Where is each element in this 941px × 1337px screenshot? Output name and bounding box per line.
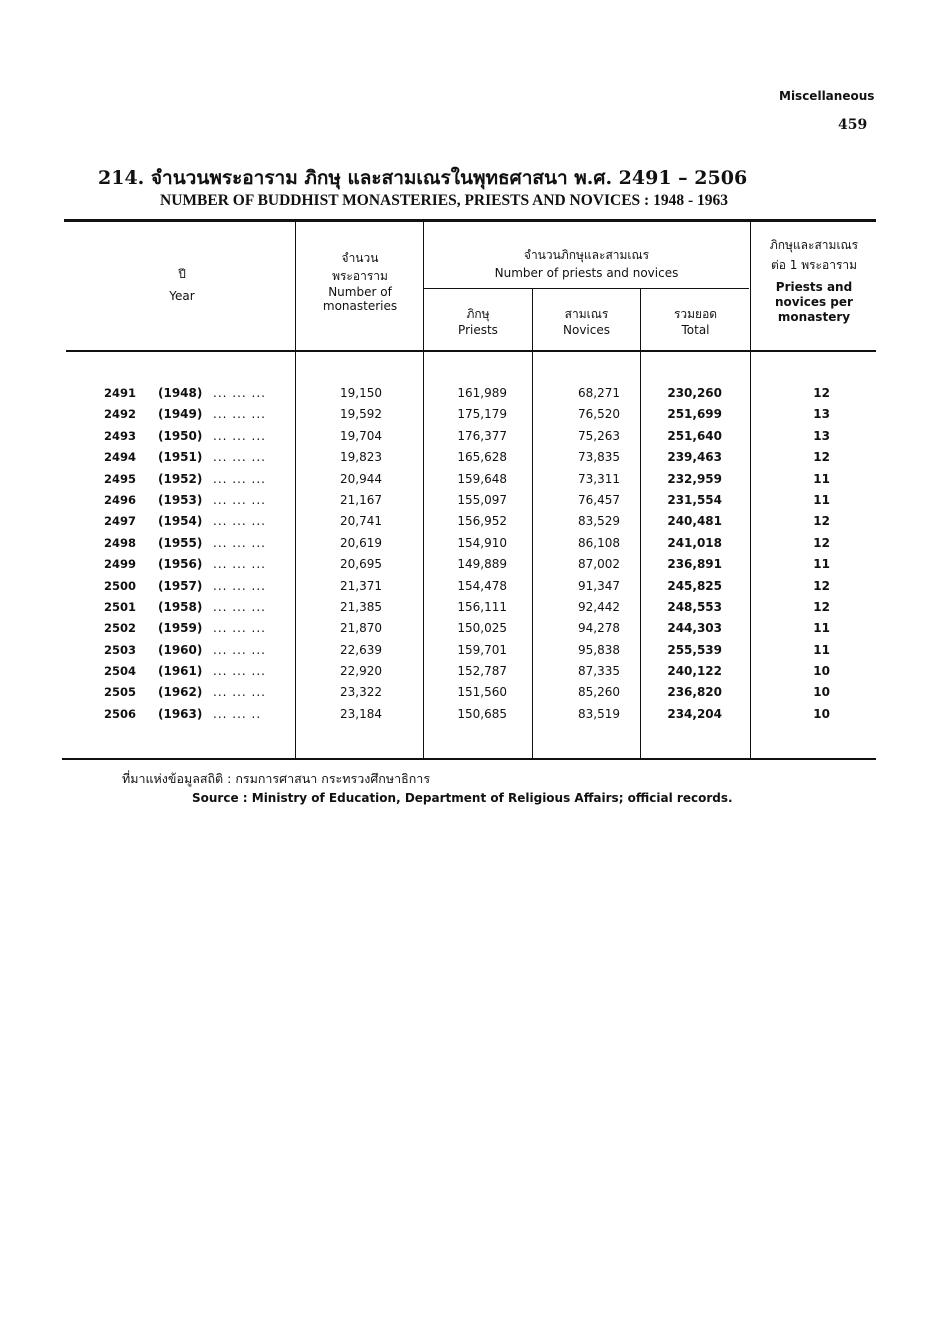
priests-cell: 156,111 [457,599,507,614]
leader-dots: ... ... ... [213,535,266,550]
priests-cell: 165,628 [457,450,507,465]
leader-dots: ... ... ... [213,450,266,465]
total-cell: 232,959 [667,471,722,486]
header-group-english: Number of priests and novices [494,266,679,280]
total-cell: 245,825 [667,578,722,593]
year-be-cell: 2504 [104,664,137,679]
priests-cell: 155,097 [457,492,507,507]
novices-cell: 73,835 [578,450,620,465]
header-monasteries-english: monasteries [322,299,398,313]
novices-cell: 83,529 [578,514,620,529]
monasteries-cell: 19,823 [340,450,382,465]
header-novices-thai: สามเณร [564,307,609,321]
header-priests-english: Priests [458,323,498,337]
year-ad-cell: (1951) [158,450,203,465]
total-cell: 236,820 [667,685,722,700]
year-be-cell: 2492 [104,407,137,422]
header-per-english: novices per [775,295,853,309]
novices-cell: 85,260 [578,685,620,700]
total-cell: 251,640 [667,428,722,443]
novices-cell: 87,335 [578,664,620,679]
table-row [0,707,941,728]
table-row [0,386,941,407]
leader-dots: ... ... ... [213,621,266,636]
per-monastery-cell: 12 [813,514,830,529]
table-row [0,621,941,642]
novices-cell: 76,520 [578,407,620,422]
monasteries-cell: 23,322 [340,685,382,700]
year-ad-cell: (1959) [158,621,203,636]
year-ad-cell: (1958) [158,599,203,614]
monasteries-cell: 22,639 [340,642,382,657]
header-per-english: Priests and [775,280,853,294]
total-cell: 231,554 [667,492,722,507]
table-title-english: NUMBER OF BUDDHIST MONASTERIES, PRIESTS AND NOVICES : 1948 - 1963 [160,192,728,209]
priests-cell: 150,025 [457,621,507,636]
table-row [0,429,941,450]
header-group [425,247,748,281]
year-be-cell: 2506 [104,706,137,721]
monasteries-cell: 21,167 [340,492,382,507]
leader-dots: ... ... ... [213,664,266,679]
total-cell: 240,122 [667,664,722,679]
novices-cell: 92,442 [578,599,620,614]
page-number: 459 [838,117,868,133]
priests-cell: 175,179 [457,407,507,422]
priests-cell: 176,377 [457,428,507,443]
leader-dots: ... ... ... [213,642,266,657]
total-cell: 230,260 [667,386,722,400]
per-monastery-cell: 12 [813,450,830,465]
header-priests-thai: ภิกษุ [466,307,490,321]
per-monastery-cell: 13 [813,407,830,422]
table-row [0,685,941,706]
year-be-cell: 2495 [104,471,137,486]
table-row [0,643,941,664]
year-ad-cell: (1949) [158,407,203,422]
table-row [0,579,941,600]
table-row [0,664,941,685]
year-ad-cell: (1954) [158,514,203,529]
year-be-cell: 2494 [104,450,137,465]
leader-dots: ... ... ... [213,599,266,614]
year-be-cell: 2491 [104,386,137,400]
header-novices [534,306,639,338]
year-be-cell: 2497 [104,514,137,529]
header-monasteries-english: Number of [328,285,392,299]
priests-cell: 152,787 [457,664,507,679]
per-monastery-cell: 11 [813,621,830,636]
per-monastery-cell: 12 [813,535,830,550]
leader-dots: ... ... ... [213,514,266,529]
header-per-monastery [752,237,876,325]
total-cell: 255,539 [667,642,722,657]
year-ad-cell: (1962) [158,685,203,700]
per-monastery-cell: 12 [813,599,830,614]
year-be-cell: 2498 [104,535,137,550]
total-cell: 244,303 [667,621,722,636]
year-be-cell: 2505 [104,685,137,700]
monasteries-cell: 21,385 [340,599,382,614]
year-ad-cell: (1952) [158,471,203,486]
table-title-thai: 214. จำนวนพระอาราม ภิกษุ และสามเณรในพุทธศาสนา พ.ศ. 2491 – 2506 [98,167,748,189]
year-ad-cell: (1963) [158,706,203,721]
year-ad-cell: (1953) [158,492,203,507]
year-be-cell: 2503 [104,642,137,657]
monasteries-cell: 19,704 [340,428,382,443]
monasteries-cell: 20,695 [340,557,382,572]
total-cell: 251,699 [667,407,722,422]
priests-cell: 154,910 [457,535,507,550]
table-row [0,493,941,514]
priests-cell: 150,685 [457,706,507,721]
per-monastery-cell: 10 [813,706,830,721]
total-cell: 248,553 [667,599,722,614]
per-monastery-cell: 11 [813,492,830,507]
year-be-cell: 2496 [104,492,137,507]
monasteries-cell: 20,944 [340,471,382,486]
header-total-english: Total [681,323,710,337]
leader-dots: ... ... ... [213,685,266,700]
total-cell: 234,204 [667,706,722,721]
novices-cell: 76,457 [578,492,620,507]
per-monastery-cell: 13 [813,428,830,443]
monasteries-cell: 23,184 [340,706,382,721]
header-per-english: monastery [777,310,851,324]
monasteries-cell: 20,619 [340,535,382,550]
table-row [0,514,941,535]
header-priests [425,306,531,338]
year-be-cell: 2499 [104,557,137,572]
year-ad-cell: (1948) [158,386,203,400]
year-ad-cell: (1956) [158,557,203,572]
novices-cell: 94,278 [578,621,620,636]
per-monastery-cell: 11 [813,557,830,572]
table-row [0,472,941,493]
header-monasteries-thai: จำนวน [341,251,379,265]
year-ad-cell: (1961) [158,664,203,679]
table-top-rule [64,219,876,222]
header-bottom-rule [66,350,876,352]
table-row [0,557,941,578]
priests-cell: 161,989 [457,386,507,400]
monasteries-cell: 20,741 [340,514,382,529]
table-body [0,386,941,728]
leader-dots: ... ... ... [213,428,266,443]
novices-cell: 95,838 [578,642,620,657]
header-group-thai: จำนวนภิกษุและสามเณร [523,248,650,262]
header-monasteries [300,250,420,314]
leader-dots: ... ... ... [213,471,266,486]
leader-dots: ... ... ... [213,557,266,572]
year-ad-cell: (1955) [158,535,203,550]
table-bottom-rule [62,758,876,760]
total-cell: 236,891 [667,557,722,572]
table-row [0,536,941,557]
year-be-cell: 2500 [104,578,137,593]
monasteries-cell: 21,870 [340,621,382,636]
total-cell: 241,018 [667,535,722,550]
novices-cell: 83,519 [578,706,620,721]
per-monastery-cell: 12 [813,386,830,400]
table-row [0,450,941,471]
novices-cell: 68,271 [578,386,620,400]
priests-cell: 156,952 [457,514,507,529]
source-thai: ที่มาแห่งข้อมูลสถิติ : กรมการศาสนา กระทรวงศึกษาธิการ [122,771,431,786]
per-monastery-cell: 10 [813,664,830,679]
table-row [0,407,941,428]
group-header-rule [424,288,749,289]
novices-cell: 86,108 [578,535,620,550]
source-english: Source : Ministry of Education, Department of Religious Affairs; official records. [192,791,733,805]
header-year-english: Year [169,289,195,303]
leader-dots: ... ... ... [213,492,266,507]
header-per-thai: ต่อ 1 พระอาราม [770,258,858,272]
header-novices-english: Novices [563,323,610,337]
priests-cell: 159,648 [457,471,507,486]
leader-dots: ... ... ... [213,407,266,422]
leader-dots: ... ... .. [213,706,262,721]
header-per-thai: ภิกษุและสามเณร [769,238,859,252]
novices-cell: 87,002 [578,557,620,572]
priests-cell: 151,560 [457,685,507,700]
header-year [140,266,224,304]
leader-dots: ... ... ... [213,578,266,593]
total-cell: 240,481 [667,514,722,529]
monasteries-cell: 22,920 [340,664,382,679]
per-monastery-cell: 10 [813,685,830,700]
leader-dots: ... ... ... [213,386,266,400]
novices-cell: 75,263 [578,428,620,443]
priests-cell: 149,889 [457,557,507,572]
header-total-thai: รวมยอด [673,307,718,321]
section-label: Miscellaneous [779,89,875,103]
year-ad-cell: (1950) [158,428,203,443]
year-be-cell: 2493 [104,428,137,443]
header-year-thai: ปี [178,267,186,281]
novices-cell: 73,311 [578,471,620,486]
monasteries-cell: 21,371 [340,578,382,593]
year-be-cell: 2502 [104,621,137,636]
year-ad-cell: (1960) [158,642,203,657]
novices-cell: 91,347 [578,578,620,593]
header-total [642,306,749,338]
year-be-cell: 2501 [104,599,137,614]
table-row [0,600,941,621]
total-cell: 239,463 [667,450,722,465]
priests-cell: 159,701 [457,642,507,657]
per-monastery-cell: 11 [813,471,830,486]
per-monastery-cell: 12 [813,578,830,593]
monasteries-cell: 19,592 [340,407,382,422]
year-ad-cell: (1957) [158,578,203,593]
monasteries-cell: 19,150 [340,386,382,400]
priests-cell: 154,478 [457,578,507,593]
per-monastery-cell: 11 [813,642,830,657]
header-monasteries-thai: พระอาราม [332,269,388,283]
